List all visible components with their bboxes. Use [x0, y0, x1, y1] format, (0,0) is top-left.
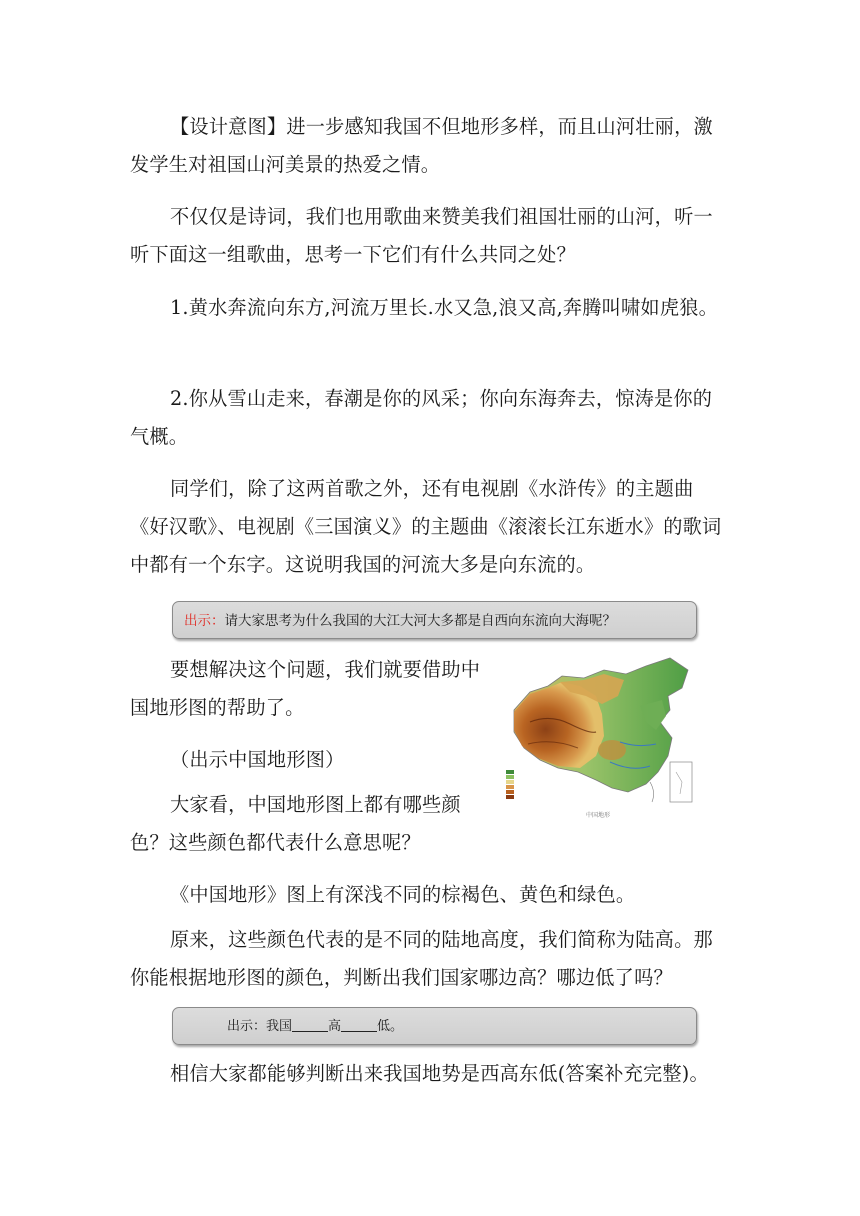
songs-intro-paragraph: 不仅仅是诗词，我们也用歌曲来赞美我们祖国壮丽的山河，听一听下面这一组歌曲，思考一下它们有什么共同之处？ [130, 205, 713, 266]
callout-prefix: 出示： [184, 613, 225, 629]
china-terrain-map-image [500, 652, 714, 826]
china-terrain-map-icon [500, 652, 714, 826]
callout-text: 请大家思考为什么我国的大江大河大多都是自西向东流向大海呢？ [224, 613, 616, 629]
question-callout-box [172, 601, 697, 639]
colors-question-paragraph: 大家看，中国地形图上都有哪些颜色？这些颜色都代表什么意思呢？ [130, 793, 461, 854]
rivers-east-paragraph: 同学们，除了这两首歌之外，还有电视剧《水浒传》的主题曲《好汉歌》、电视剧《三国演义》的主题曲《滚滚长江东逝水》的歌词中都有一个东字。这说明我国的河流大多是向东流的。 [130, 477, 722, 576]
show-map-paragraph: （出示中国地形图） [170, 748, 345, 771]
blank-prefix: 出示：我国 [227, 1019, 293, 1034]
map-caption: 中国地形 [586, 812, 611, 819]
song-lyric-1: 1.黄水奔流向东方,河流万里长.水又急,浪又高,奔腾叫啸如虎狼。 [170, 296, 718, 319]
fill-blank-callout-box [172, 1007, 697, 1045]
blank-suffix: 低。 [377, 1019, 404, 1034]
design-intent-paragraph: 【设计意图】进一步感知我国不但地形多样，而且山河壮丽，激发学生对祖国山河美景的热爱之情。 [130, 115, 713, 176]
blank-mid: 高 [328, 1019, 342, 1034]
terrain-colors-paragraph: 《中国地形》图上有深浅不同的棕褐色、黄色和绿色。 [170, 883, 636, 906]
blank-east [341, 1017, 377, 1032]
conclusion-paragraph: 相信大家都能够判断出来我国地势是西高东低(答案补充完整)。 [170, 1062, 709, 1085]
map-intro-paragraph: 要想解决这个问题，我们就要借助中国地形图的帮助了。 [130, 658, 481, 719]
elevation-paragraph: 原来，这些颜色代表的是不同的陆地高度，我们简称为陆高。那你能根据地形图的颜色，判断出我们国家哪边高？哪边低了吗？ [130, 928, 713, 989]
song-lyric-2: 2.你从雪山走来，春潮是你的风采；你向东海奔去，惊涛是你的气概。 [130, 387, 713, 448]
blank-west [292, 1017, 328, 1032]
